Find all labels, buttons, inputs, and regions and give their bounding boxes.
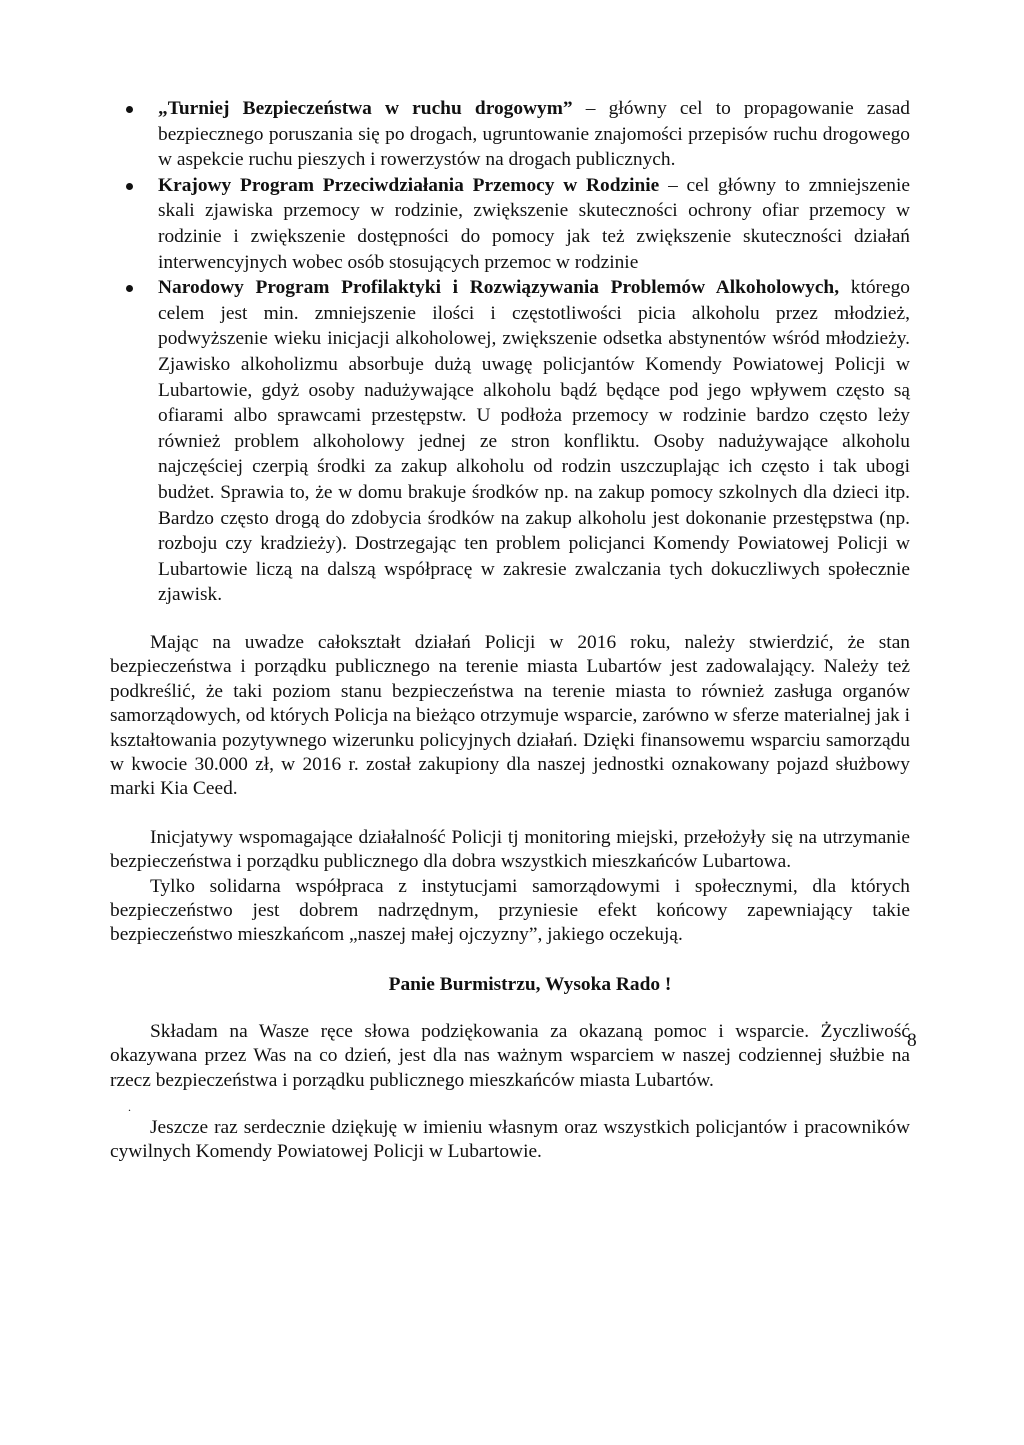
stray-dot: . (128, 1099, 131, 1114)
page-number: 8 (907, 1030, 917, 1051)
cooperation-paragraph: Tylko solidarna współpraca z instytucjami samorządowymi i społecznymi, dla których bezpieczeństwo jest dobrem nadrzędnym, przyniesie efekt końcowy zapewniający takie bezpieczeństwo mieszkańcom „naszej małej ojczyzny”, jakiego oczekują. (110, 875, 910, 946)
list-item-title: Krajowy Program Przeciwdziałania Przemocy w Rodzinie (158, 174, 660, 196)
initiatives-paragraph: Inicjatywy wspomagające działalność Policji tj monitoring miejski, przełożyły się na utrzymanie bezpieczeństwa i porządku publicznego dla dobra wszystkich mieszkańców Lubartowa. (110, 826, 910, 873)
list-item-title: „Turniej Bezpieczeństwa w ruchu drogowym” (158, 98, 573, 119)
list-item-title: Narodowy Program Profilaktyki i Rozwiązywania Problemów Alkoholowych, (158, 277, 840, 299)
list-item (110, 275, 910, 608)
list-item (110, 173, 910, 275)
thanks-paragraph: Składam na Wasze ręce słowa podziękowania za okazaną pomoc i wsparcie. Życzliwość okazywana przez Was na co dzień, jest dla nas ważnym wsparciem w naszej codziennej służbie na rzecz bezpieczeństwa i porządku publicznego mieszkańców miasta Lubartów. (110, 1020, 910, 1091)
summary-paragraph: Mając na uwadze całokształt działań Policji w 2016 roku, należy stwierdzić, że stan bezpieczeństwa i porządku publicznego na terenie miasta Lubartów jest zadowalający. Należy też podkreślić, że taki poziom stanu bezpieczeństwa na terenie miasta to również zasługa organów samorządowych, od których Policja na bieżąco otrzymuje wsparcie, zarówno w sferze materialnej jak i kształtowania pozytywnego wizerunku policyjnych działań. Dzięki finansowemu wsparciu samorządu w kwocie 30.000 zł, w 2016 r. został zakupiony dla naszej jednostki oznakowany pojazd służbowy marki Kia Ceed. (110, 631, 910, 800)
closing-paragraph: Jeszcze raz serdecznie dziękuję w imieniu własnym oraz wszystkich policjantów i pracowników cywilnych Komendy Powiatowej Policji w Lubartowie. (110, 1116, 910, 1163)
list-item-text: – główny cel to propagowanie zasad bezpiecznego poruszania się po drogach, ugruntowanie znajomości przepisów ruchu drogowego w aspekcie ruchu pieszych i rowerzystów na drogach publicznych. (158, 98, 910, 171)
list-item-text: którego celem jest min. zmniejszenie ilości i częstotliwości picia alkoholu przez młodzież, podwyższenie wieku inicjacji alkoholowej, zwiększenie odsetka abstynentów wśród młodzieży. Zjawisko alkoholizmu absorbuje dużą uwagę policjantów Komendy Powiatowej Policji w Lubartowie, gdyż osoby nadużywające alkoholu bądź będące pod jego wpływem często są ofiarami albo sprawcami przestępstw. U podłoża przemocy w rodzinie bardzo często leży również problem alkoholowy jednej ze stron konfliktu. Osoby nadużywające alkoholu najczęściej czerpią środki za zakup alkoholu od rodzin uszczuplając ich często i tak ubogi budżet. Sprawia to, że w domu brakuje środków np. na zakup pomocy szkolnych dla dzieci itp. Bardzo często drogą do zdobycia środków na zakup alkoholu jest dokonanie przestępstwa (np. rozboju czy kradzieży). Dostrzegając ten problem policjanci Komendy Powiatowej Policji w Lubartowie liczą na dalszą współpracę w zakresie zwalczania tych dokuczliwych społecznie zjawisk. (158, 277, 910, 606)
list-item-text: – cel główny to zmniejszenie skali zjawiska przemocy w rodzinie, zwiększenie skuteczności ochrony ofiar przemocy w rodzinie i zwiększenie dostępności do pomocy jak też zwiększenie skuteczności działań interwencyjnych wobec osób stosujących przemoc w rodzinie (158, 174, 910, 273)
list-item (110, 96, 910, 173)
program-list (110, 96, 910, 608)
greeting-heading: Panie Burmistrzu, Wysoka Rado ! (388, 973, 672, 995)
